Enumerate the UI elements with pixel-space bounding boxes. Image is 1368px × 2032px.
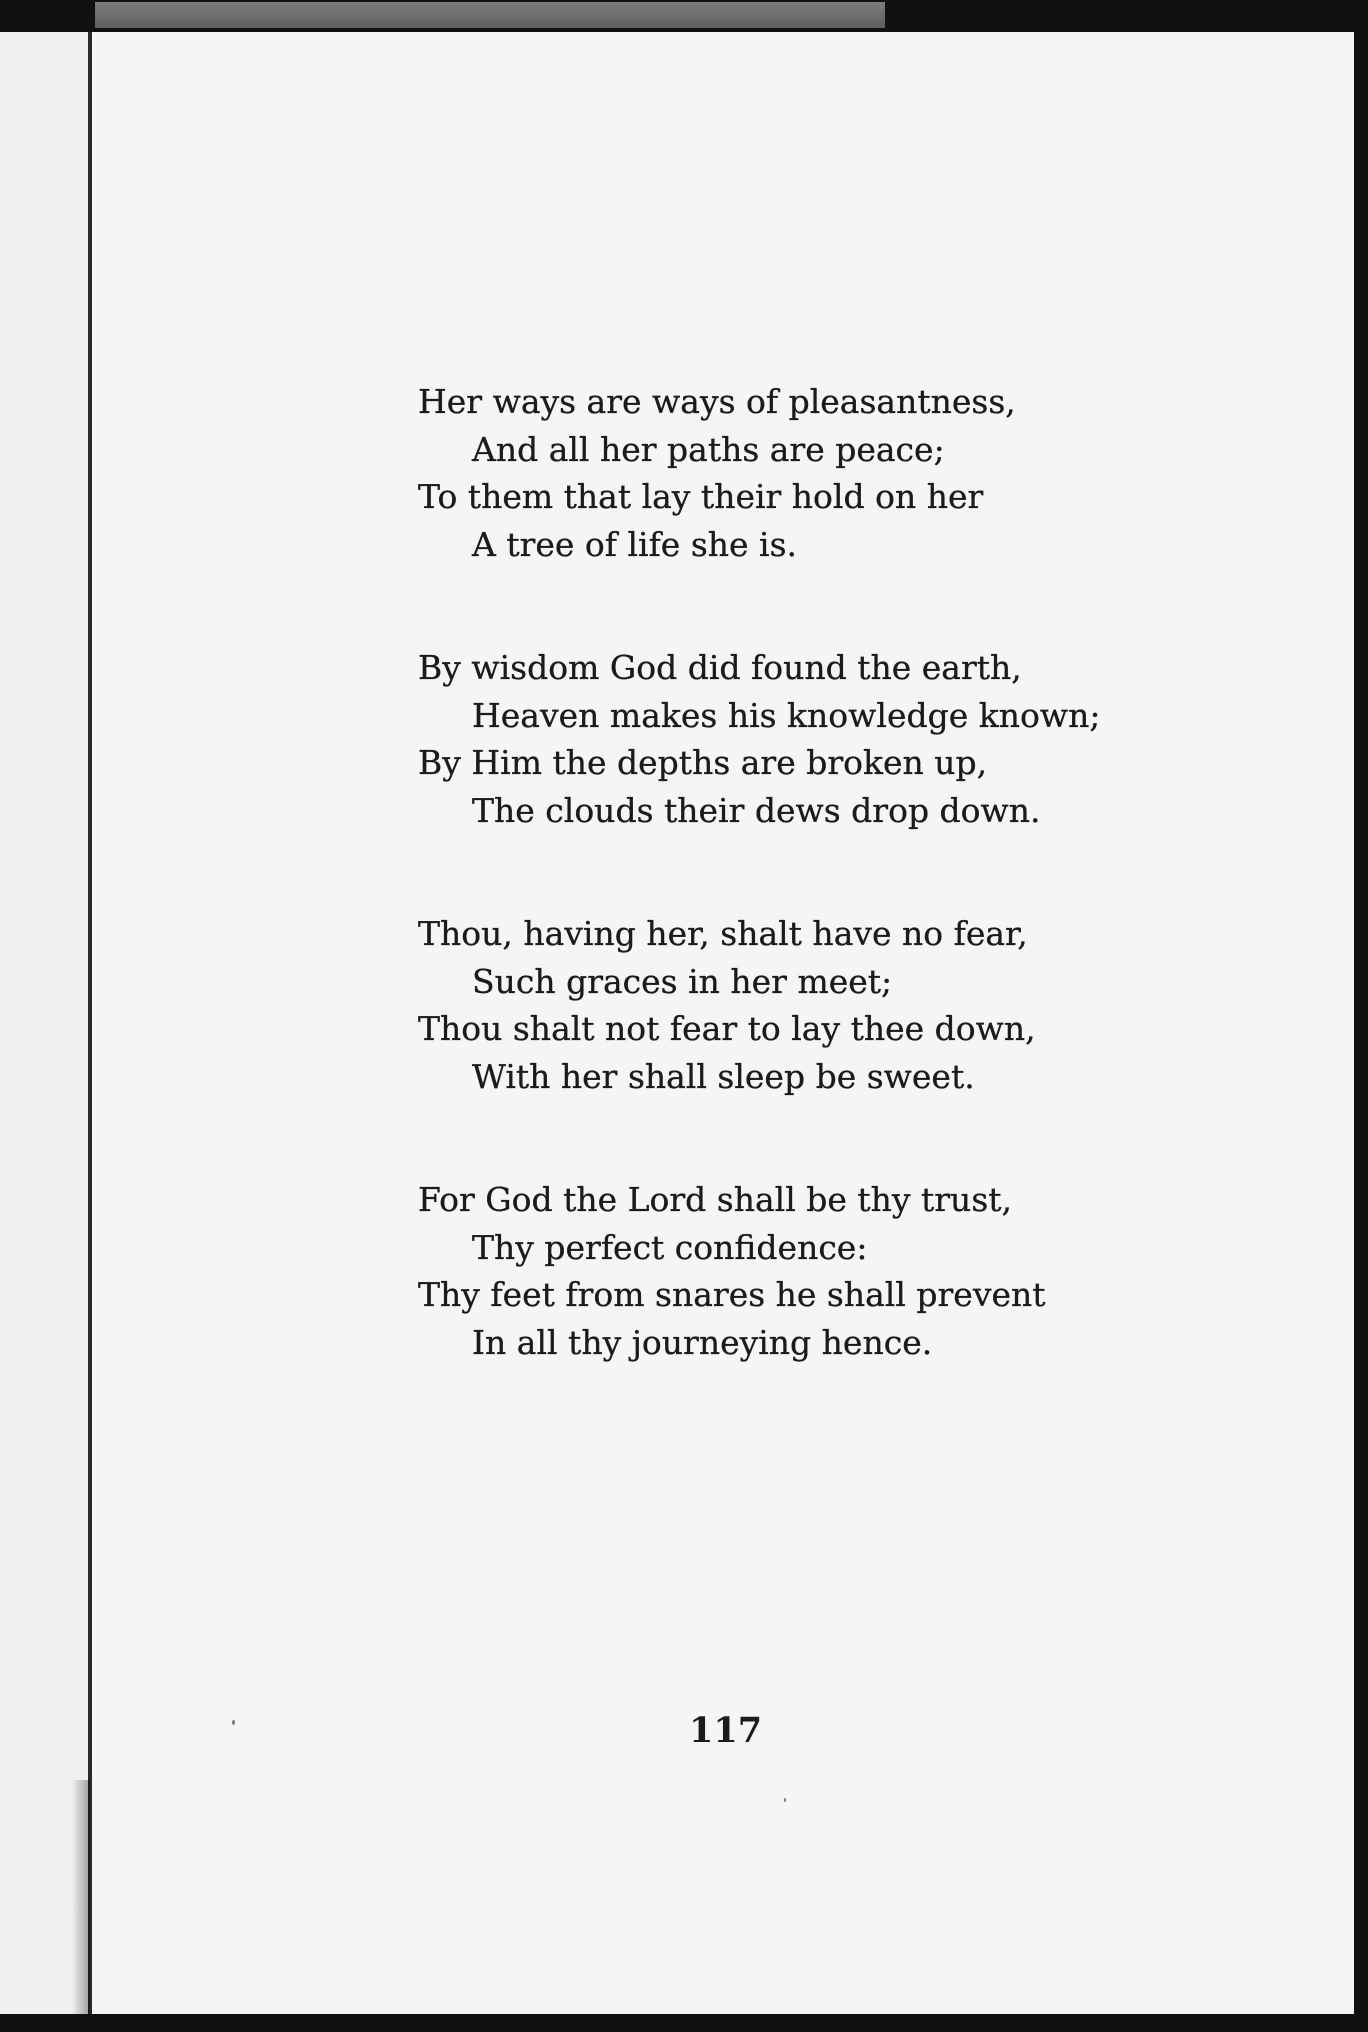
poem-line: Heaven makes his knowledge known;	[472, 695, 1101, 735]
stanza-4	[418, 1176, 1118, 1366]
poem-line: To them that lay their hold on her	[418, 477, 984, 516]
book-gutter	[88, 18, 92, 2014]
poem-line: Her ways are ways of pleasantness,	[418, 382, 1016, 421]
poem-line: Thou shalt not fear to lay thee down,	[418, 1009, 1036, 1048]
poem-line: Such graces in her meet;	[472, 961, 893, 1001]
page-number: 117	[689, 1710, 763, 1751]
poem-line: By Him the depths are broken up,	[418, 743, 988, 782]
scan-border-bottom	[0, 2014, 1368, 2032]
poem-line: A tree of life she is.	[472, 524, 798, 564]
poem-line: In all thy journeying hence.	[472, 1322, 933, 1362]
poem-line: With her shall sleep be sweet.	[472, 1056, 975, 1096]
scan-border-right	[1354, 0, 1368, 2032]
poem-line: For God the Lord shall be thy trust,	[418, 1180, 1012, 1219]
poem-line: By wisdom God did found the earth,	[418, 648, 1022, 687]
dust-speck	[232, 1720, 235, 1725]
poem	[418, 378, 1118, 1442]
poem-line: Thy feet from snares he shall prevent	[418, 1275, 1046, 1314]
stanza-3	[418, 910, 1118, 1100]
poem-line: And all her paths are peace;	[472, 429, 945, 469]
stanza-1	[418, 378, 1118, 568]
poem-line: The clouds their dews drop down.	[472, 790, 1041, 830]
facing-page-edge	[0, 30, 90, 2016]
dust-speck	[784, 1798, 786, 1802]
scan-border-top-highlight	[95, 2, 885, 28]
stanza-2	[418, 644, 1118, 834]
poem-line: Thy perfect confidence:	[472, 1227, 868, 1267]
poem-line: Thou, having her, shalt have no fear,	[418, 914, 1028, 953]
gutter-shadow	[72, 1780, 90, 2014]
